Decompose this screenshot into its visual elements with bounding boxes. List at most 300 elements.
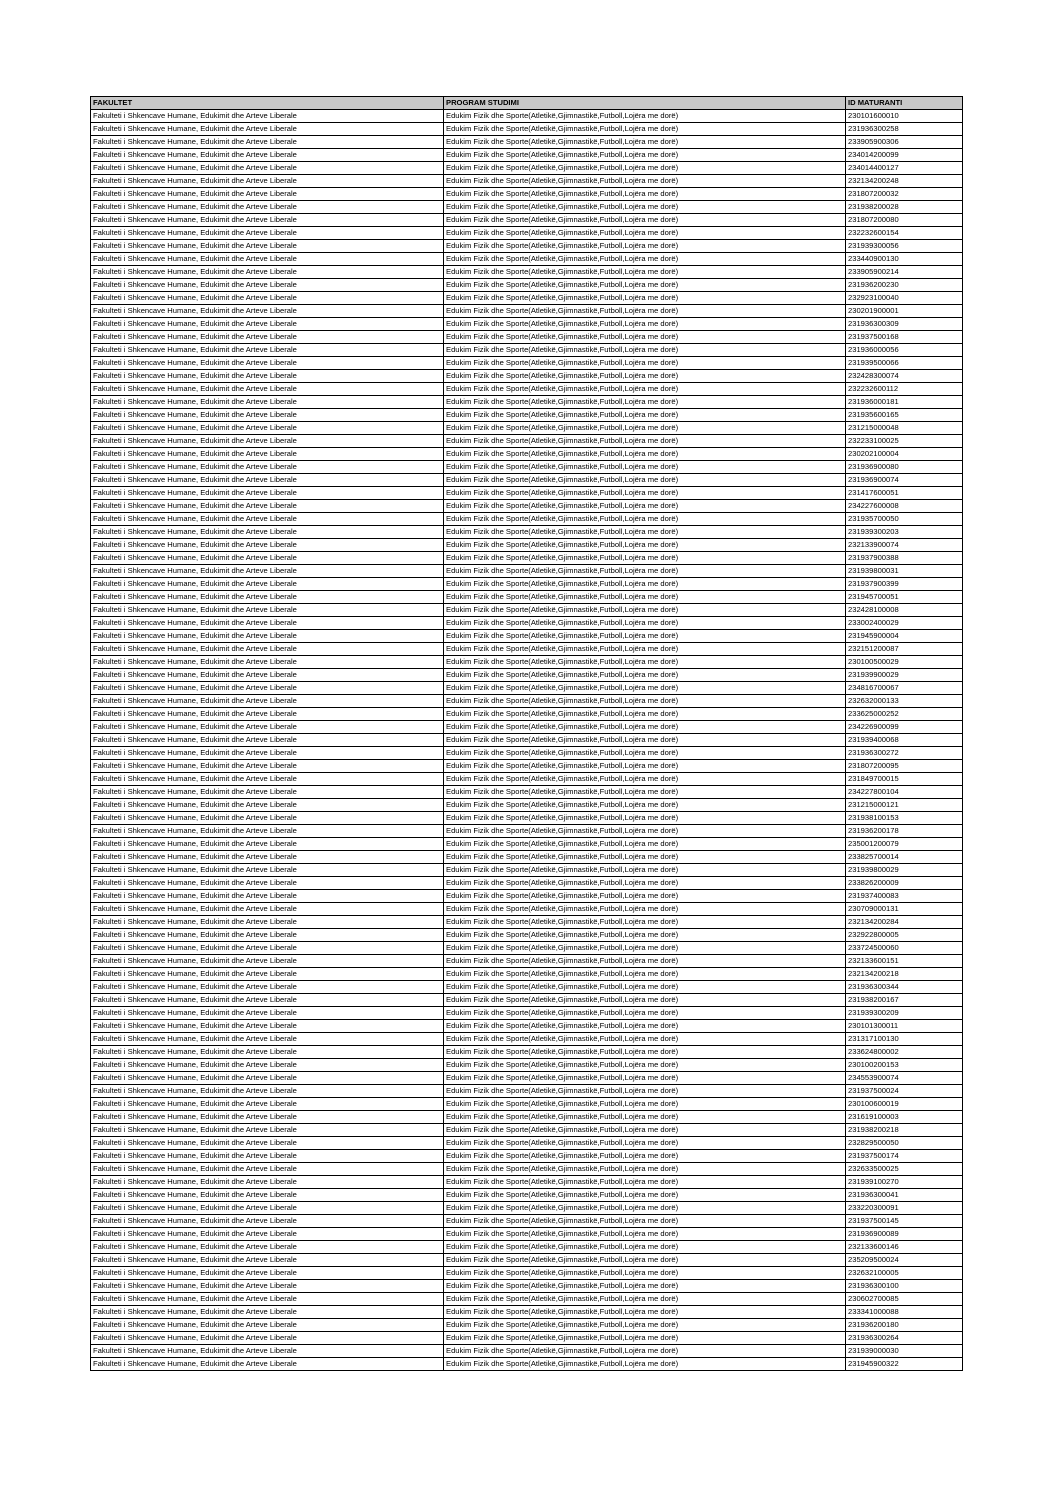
cell-fakultet: Fakulteti i Shkencave Humane, Edukimit dhe Arteve Liberale: [91, 422, 444, 435]
cell-program: Edukim Fizik dhe Sporte(Atletikë,Gjimnastikë,Futboll,Lojëra me dorë): [444, 604, 846, 617]
cell-fakultet: Fakulteti i Shkencave Humane, Edukimit dhe Arteve Liberale: [91, 656, 444, 669]
cell-id: 231936300264: [846, 1332, 963, 1345]
cell-id: 233905900306: [846, 136, 963, 149]
table-row: [91, 1306, 963, 1319]
table-row: [91, 851, 963, 864]
cell-program: Edukim Fizik dhe Sporte(Atletikë,Gjimnastikë,Futboll,Lojëra me dorë): [444, 695, 846, 708]
cell-fakultet: Fakulteti i Shkencave Humane, Edukimit dhe Arteve Liberale: [91, 149, 444, 162]
table-row: [91, 331, 963, 344]
table-row: [91, 643, 963, 656]
cell-id: 231936300041: [846, 1189, 963, 1202]
cell-id: 231936900074: [846, 474, 963, 487]
cell-fakultet: Fakulteti i Shkencave Humane, Edukimit dhe Arteve Liberale: [91, 175, 444, 188]
cell-fakultet: Fakulteti i Shkencave Humane, Edukimit dhe Arteve Liberale: [91, 890, 444, 903]
cell-program: Edukim Fizik dhe Sporte(Atletikë,Gjimnastikë,Futboll,Lojëra me dorë): [444, 318, 846, 331]
cell-program: Edukim Fizik dhe Sporte(Atletikë,Gjimnastikë,Futboll,Lojëra me dorë): [444, 955, 846, 968]
cell-id: 235001200079: [846, 838, 963, 851]
table-row: [91, 1345, 963, 1358]
cell-program: Edukim Fizik dhe Sporte(Atletikë,Gjimnastikë,Futboll,Lojëra me dorë): [444, 1241, 846, 1254]
cell-fakultet: Fakulteti i Shkencave Humane, Edukimit dhe Arteve Liberale: [91, 136, 444, 149]
cell-fakultet: Fakulteti i Shkencave Humane, Edukimit dhe Arteve Liberale: [91, 1007, 444, 1020]
cell-fakultet: Fakulteti i Shkencave Humane, Edukimit dhe Arteve Liberale: [91, 1280, 444, 1293]
cell-program: Edukim Fizik dhe Sporte(Atletikë,Gjimnastikë,Futboll,Lojëra me dorë): [444, 968, 846, 981]
cell-fakultet: Fakulteti i Shkencave Humane, Edukimit dhe Arteve Liberale: [91, 799, 444, 812]
cell-fakultet: Fakulteti i Shkencave Humane, Edukimit dhe Arteve Liberale: [91, 669, 444, 682]
cell-fakultet: Fakulteti i Shkencave Humane, Edukimit dhe Arteve Liberale: [91, 1150, 444, 1163]
cell-program: Edukim Fizik dhe Sporte(Atletikë,Gjimnastikë,Futboll,Lojëra me dorë): [444, 799, 846, 812]
table-row: [91, 526, 963, 539]
cell-program: Edukim Fizik dhe Sporte(Atletikë,Gjimnastikë,Futboll,Lojëra me dorë): [444, 1137, 846, 1150]
cell-id: 231937500174: [846, 1150, 963, 1163]
cell-fakultet: Fakulteti i Shkencave Humane, Edukimit dhe Arteve Liberale: [91, 474, 444, 487]
cell-fakultet: Fakulteti i Shkencave Humane, Edukimit dhe Arteve Liberale: [91, 643, 444, 656]
cell-program: Edukim Fizik dhe Sporte(Atletikë,Gjimnastikë,Futboll,Lojëra me dorë): [444, 1150, 846, 1163]
cell-id: 231937400083: [846, 890, 963, 903]
table-row: [91, 669, 963, 682]
cell-id: 231807200032: [846, 188, 963, 201]
cell-program: Edukim Fizik dhe Sporte(Atletikë,Gjimnastikë,Futboll,Lojëra me dorë): [444, 1033, 846, 1046]
table-row: [91, 838, 963, 851]
cell-id: 232428300074: [846, 370, 963, 383]
cell-fakultet: Fakulteti i Shkencave Humane, Edukimit dhe Arteve Liberale: [91, 565, 444, 578]
cell-id: 230201900001: [846, 305, 963, 318]
cell-program: Edukim Fizik dhe Sporte(Atletikë,Gjimnastikë,Futboll,Lojëra me dorë): [444, 487, 846, 500]
cell-fakultet: Fakulteti i Shkencave Humane, Edukimit dhe Arteve Liberale: [91, 1202, 444, 1215]
table-row: [91, 1176, 963, 1189]
cell-program: Edukim Fizik dhe Sporte(Atletikë,Gjimnastikë,Futboll,Lojëra me dorë): [444, 149, 846, 162]
cell-program: Edukim Fizik dhe Sporte(Atletikë,Gjimnastikë,Futboll,Lojëra me dorë): [444, 240, 846, 253]
table-row: [91, 188, 963, 201]
cell-id: 231317100130: [846, 1033, 963, 1046]
cell-fakultet: Fakulteti i Shkencave Humane, Edukimit dhe Arteve Liberale: [91, 1033, 444, 1046]
table-row: [91, 383, 963, 396]
cell-fakultet: Fakulteti i Shkencave Humane, Edukimit dhe Arteve Liberale: [91, 1215, 444, 1228]
cell-id: 232133900074: [846, 539, 963, 552]
cell-id: 231938100153: [846, 812, 963, 825]
cell-id: 234014200099: [846, 149, 963, 162]
cell-program: Edukim Fizik dhe Sporte(Atletikë,Gjimnastikë,Futboll,Lojëra me dorë): [444, 1306, 846, 1319]
cell-id: 232133600146: [846, 1241, 963, 1254]
table-row: [91, 773, 963, 786]
table-row: [91, 942, 963, 955]
cell-fakultet: Fakulteti i Shkencave Humane, Edukimit dhe Arteve Liberale: [91, 188, 444, 201]
table-row: [91, 240, 963, 253]
cell-program: Edukim Fizik dhe Sporte(Atletikë,Gjimnastikë,Futboll,Lojëra me dorë): [444, 773, 846, 786]
table-row: [91, 123, 963, 136]
cell-program: Edukim Fizik dhe Sporte(Atletikë,Gjimnastikë,Futboll,Lojëra me dorë): [444, 1111, 846, 1124]
cell-fakultet: Fakulteti i Shkencave Humane, Edukimit dhe Arteve Liberale: [91, 877, 444, 890]
cell-program: Edukim Fizik dhe Sporte(Atletikë,Gjimnastikë,Futboll,Lojëra me dorë): [444, 812, 846, 825]
cell-id: 230709000131: [846, 903, 963, 916]
cell-id: 233624800002: [846, 1046, 963, 1059]
cell-fakultet: Fakulteti i Shkencave Humane, Edukimit dhe Arteve Liberale: [91, 1267, 444, 1280]
cell-program: Edukim Fizik dhe Sporte(Atletikë,Gjimnastikë,Futboll,Lojëra me dorë): [444, 1176, 846, 1189]
cell-program: Edukim Fizik dhe Sporte(Atletikë,Gjimnastikë,Futboll,Lojëra me dorë): [444, 383, 846, 396]
cell-fakultet: Fakulteti i Shkencave Humane, Edukimit dhe Arteve Liberale: [91, 812, 444, 825]
table-row: [91, 903, 963, 916]
cell-program: Edukim Fizik dhe Sporte(Atletikë,Gjimnastikë,Futboll,Lojëra me dorë): [444, 526, 846, 539]
cell-program: Edukim Fizik dhe Sporte(Atletikë,Gjimnastikë,Futboll,Lojëra me dorë): [444, 760, 846, 773]
cell-id: 232151200087: [846, 643, 963, 656]
table-row: [91, 630, 963, 643]
cell-program: Edukim Fizik dhe Sporte(Atletikë,Gjimnastikë,Futboll,Lojëra me dorë): [444, 1267, 846, 1280]
cell-id: 231937900399: [846, 578, 963, 591]
cell-program: Edukim Fizik dhe Sporte(Atletikë,Gjimnastikë,Futboll,Lojëra me dorë): [444, 1319, 846, 1332]
cell-program: Edukim Fizik dhe Sporte(Atletikë,Gjimnastikë,Futboll,Lojëra me dorë): [444, 357, 846, 370]
table-row: [91, 1202, 963, 1215]
cell-program: Edukim Fizik dhe Sporte(Atletikë,Gjimnastikë,Futboll,Lojëra me dorë): [444, 123, 846, 136]
cell-program: Edukim Fizik dhe Sporte(Atletikë,Gjimnastikë,Futboll,Lojëra me dorë): [444, 994, 846, 1007]
cell-fakultet: Fakulteti i Shkencave Humane, Edukimit dhe Arteve Liberale: [91, 682, 444, 695]
table-row: [91, 1332, 963, 1345]
cell-program: Edukim Fizik dhe Sporte(Atletikë,Gjimnastikë,Futboll,Lojëra me dorë): [444, 734, 846, 747]
cell-id: 230100600019: [846, 1098, 963, 1111]
cell-program: Edukim Fizik dhe Sporte(Atletikë,Gjimnastikë,Futboll,Lojëra me dorë): [444, 1228, 846, 1241]
table-row: [91, 305, 963, 318]
cell-fakultet: Fakulteti i Shkencave Humane, Edukimit dhe Arteve Liberale: [91, 1228, 444, 1241]
cell-id: 231935600165: [846, 409, 963, 422]
cell-program: Edukim Fizik dhe Sporte(Atletikë,Gjimnastikë,Futboll,Lojëra me dorë): [444, 1020, 846, 1033]
cell-id: 231939400068: [846, 734, 963, 747]
table-row: [91, 435, 963, 448]
table-row: [91, 539, 963, 552]
cell-program: Edukim Fizik dhe Sporte(Atletikë,Gjimnastikë,Futboll,Lojëra me dorë): [444, 448, 846, 461]
cell-fakultet: Fakulteti i Shkencave Humane, Edukimit dhe Arteve Liberale: [91, 1163, 444, 1176]
cell-id: 232133600151: [846, 955, 963, 968]
cell-program: Edukim Fizik dhe Sporte(Atletikë,Gjimnastikë,Futboll,Lojëra me dorë): [444, 188, 846, 201]
cell-id: 231939300209: [846, 1007, 963, 1020]
table-row: [91, 929, 963, 942]
cell-program: Edukim Fizik dhe Sporte(Atletikë,Gjimnastikë,Futboll,Lojëra me dorë): [444, 279, 846, 292]
cell-id: 231939000030: [846, 1345, 963, 1358]
cell-id: 233825700014: [846, 851, 963, 864]
table-row: [91, 1111, 963, 1124]
cell-fakultet: Fakulteti i Shkencave Humane, Edukimit dhe Arteve Liberale: [91, 968, 444, 981]
cell-fakultet: Fakulteti i Shkencave Humane, Edukimit dhe Arteve Liberale: [91, 500, 444, 513]
table-row: [91, 1046, 963, 1059]
cell-fakultet: Fakulteti i Shkencave Humane, Edukimit dhe Arteve Liberale: [91, 526, 444, 539]
table-row: [91, 695, 963, 708]
table-row: [91, 396, 963, 409]
cell-fakultet: Fakulteti i Shkencave Humane, Edukimit dhe Arteve Liberale: [91, 383, 444, 396]
cell-fakultet: Fakulteti i Shkencave Humane, Edukimit dhe Arteve Liberale: [91, 123, 444, 136]
table-row: [91, 227, 963, 240]
table-row: [91, 1358, 963, 1371]
table-row: [91, 968, 963, 981]
cell-id: 233341000088: [846, 1306, 963, 1319]
table-row: [91, 786, 963, 799]
cell-fakultet: Fakulteti i Shkencave Humane, Edukimit dhe Arteve Liberale: [91, 591, 444, 604]
cell-id: 232428100008: [846, 604, 963, 617]
cell-fakultet: Fakulteti i Shkencave Humane, Edukimit dhe Arteve Liberale: [91, 331, 444, 344]
cell-id: 231936300100: [846, 1280, 963, 1293]
table-row: [91, 1124, 963, 1137]
table-row: [91, 1319, 963, 1332]
table-row: [91, 734, 963, 747]
cell-fakultet: Fakulteti i Shkencave Humane, Edukimit dhe Arteve Liberale: [91, 162, 444, 175]
cell-fakultet: Fakulteti i Shkencave Humane, Edukimit dhe Arteve Liberale: [91, 266, 444, 279]
table-row: [91, 370, 963, 383]
cell-fakultet: Fakulteti i Shkencave Humane, Edukimit dhe Arteve Liberale: [91, 1358, 444, 1371]
cell-program: Edukim Fizik dhe Sporte(Atletikë,Gjimnastikë,Futboll,Lojëra me dorë): [444, 1332, 846, 1345]
cell-fakultet: Fakulteti i Shkencave Humane, Edukimit dhe Arteve Liberale: [91, 721, 444, 734]
cell-id: 231945900322: [846, 1358, 963, 1371]
table-body: [91, 110, 963, 1371]
cell-program: Edukim Fizik dhe Sporte(Atletikë,Gjimnastikë,Futboll,Lojëra me dorë): [444, 396, 846, 409]
cell-id: 231936200230: [846, 279, 963, 292]
cell-fakultet: Fakulteti i Shkencave Humane, Edukimit dhe Arteve Liberale: [91, 292, 444, 305]
cell-id: 233220300091: [846, 1202, 963, 1215]
table-row: [91, 981, 963, 994]
table-row: [91, 162, 963, 175]
cell-program: Edukim Fizik dhe Sporte(Atletikë,Gjimnastikë,Futboll,Lojëra me dorë): [444, 409, 846, 422]
cell-fakultet: Fakulteti i Shkencave Humane, Edukimit dhe Arteve Liberale: [91, 617, 444, 630]
cell-id: 231945900004: [846, 630, 963, 643]
cell-id: 231937900388: [846, 552, 963, 565]
cell-program: Edukim Fizik dhe Sporte(Atletikë,Gjimnastikë,Futboll,Lojëra me dorë): [444, 1293, 846, 1306]
table-row: [91, 799, 963, 812]
cell-fakultet: Fakulteti i Shkencave Humane, Edukimit dhe Arteve Liberale: [91, 1072, 444, 1085]
cell-program: Edukim Fizik dhe Sporte(Atletikë,Gjimnastikë,Futboll,Lojëra me dorë): [444, 942, 846, 955]
cell-id: 230101600010: [846, 110, 963, 123]
cell-id: 231936900080: [846, 461, 963, 474]
table-row: [91, 318, 963, 331]
cell-id: 231937500024: [846, 1085, 963, 1098]
cell-id: 234014400127: [846, 162, 963, 175]
table-row: [91, 474, 963, 487]
table-row: [91, 656, 963, 669]
cell-program: Edukim Fizik dhe Sporte(Atletikë,Gjimnastikë,Futboll,Lojëra me dorë): [444, 344, 846, 357]
table-row: [91, 409, 963, 422]
cell-fakultet: Fakulteti i Shkencave Humane, Edukimit dhe Arteve Liberale: [91, 955, 444, 968]
cell-program: Edukim Fizik dhe Sporte(Atletikë,Gjimnastikë,Futboll,Lojëra me dorë): [444, 656, 846, 669]
cell-id: 231937500168: [846, 331, 963, 344]
table-row: [91, 747, 963, 760]
cell-fakultet: Fakulteti i Shkencave Humane, Edukimit dhe Arteve Liberale: [91, 370, 444, 383]
cell-fakultet: Fakulteti i Shkencave Humane, Edukimit dhe Arteve Liberale: [91, 1124, 444, 1137]
cell-id: 231939300056: [846, 240, 963, 253]
cell-fakultet: Fakulteti i Shkencave Humane, Edukimit dhe Arteve Liberale: [91, 253, 444, 266]
cell-id: 233724500060: [846, 942, 963, 955]
table-row: [91, 1098, 963, 1111]
table-row: [91, 812, 963, 825]
cell-program: Edukim Fizik dhe Sporte(Atletikë,Gjimnastikë,Futboll,Lojëra me dorë): [444, 721, 846, 734]
table-row: [91, 1189, 963, 1202]
cell-program: Edukim Fizik dhe Sporte(Atletikë,Gjimnastikë,Futboll,Lojëra me dorë): [444, 1215, 846, 1228]
cell-id: 231938200218: [846, 1124, 963, 1137]
cell-program: Edukim Fizik dhe Sporte(Atletikë,Gjimnastikë,Futboll,Lojëra me dorë): [444, 201, 846, 214]
cell-program: Edukim Fizik dhe Sporte(Atletikë,Gjimnastikë,Futboll,Lojëra me dorë): [444, 253, 846, 266]
table-row: [91, 422, 963, 435]
cell-fakultet: Fakulteti i Shkencave Humane, Edukimit dhe Arteve Liberale: [91, 435, 444, 448]
table-row: [91, 253, 963, 266]
table-row: [91, 994, 963, 1007]
table-row: [91, 201, 963, 214]
cell-fakultet: Fakulteti i Shkencave Humane, Edukimit dhe Arteve Liberale: [91, 760, 444, 773]
cell-fakultet: Fakulteti i Shkencave Humane, Edukimit dhe Arteve Liberale: [91, 1085, 444, 1098]
cell-program: Edukim Fizik dhe Sporte(Atletikë,Gjimnastikë,Futboll,Lojëra me dorë): [444, 500, 846, 513]
table-row: [91, 1215, 963, 1228]
table-row: [91, 357, 963, 370]
table-row: [91, 266, 963, 279]
cell-program: Edukim Fizik dhe Sporte(Atletikë,Gjimnastikë,Futboll,Lojëra me dorë): [444, 422, 846, 435]
cell-program: Edukim Fizik dhe Sporte(Atletikë,Gjimnastikë,Futboll,Lojëra me dorë): [444, 864, 846, 877]
cell-program: Edukim Fizik dhe Sporte(Atletikë,Gjimnastikë,Futboll,Lojëra me dorë): [444, 643, 846, 656]
cell-id: 235209500024: [846, 1254, 963, 1267]
cell-program: Edukim Fizik dhe Sporte(Atletikë,Gjimnastikë,Futboll,Lojëra me dorë): [444, 136, 846, 149]
table-row: [91, 877, 963, 890]
cell-id: 233625000252: [846, 708, 963, 721]
cell-id: 232632000133: [846, 695, 963, 708]
cell-program: Edukim Fizik dhe Sporte(Atletikë,Gjimnastikë,Futboll,Lojëra me dorë): [444, 1124, 846, 1137]
table-row: [91, 513, 963, 526]
cell-id: 231935700050: [846, 513, 963, 526]
cell-fakultet: Fakulteti i Shkencave Humane, Edukimit dhe Arteve Liberale: [91, 110, 444, 123]
table-row: [91, 461, 963, 474]
cell-fakultet: Fakulteti i Shkencave Humane, Edukimit dhe Arteve Liberale: [91, 1306, 444, 1319]
cell-id: 231215000048: [846, 422, 963, 435]
cell-id: 234227600008: [846, 500, 963, 513]
table-row: [91, 292, 963, 305]
header-id: ID MATURANTI: [846, 97, 963, 110]
cell-id: 231937500145: [846, 1215, 963, 1228]
table-row: [91, 136, 963, 149]
cell-program: Edukim Fizik dhe Sporte(Atletikë,Gjimnastikë,Futboll,Lojëra me dorë): [444, 825, 846, 838]
table-row: [91, 1280, 963, 1293]
table-row: [91, 1137, 963, 1150]
cell-fakultet: Fakulteti i Shkencave Humane, Edukimit dhe Arteve Liberale: [91, 864, 444, 877]
cell-fakultet: Fakulteti i Shkencave Humane, Edukimit dhe Arteve Liberale: [91, 461, 444, 474]
table-row: [91, 721, 963, 734]
table-row: [91, 890, 963, 903]
cell-fakultet: Fakulteti i Shkencave Humane, Edukimit dhe Arteve Liberale: [91, 942, 444, 955]
cell-program: Edukim Fizik dhe Sporte(Atletikë,Gjimnastikë,Futboll,Lojëra me dorë): [444, 513, 846, 526]
cell-program: Edukim Fizik dhe Sporte(Atletikë,Gjimnastikë,Futboll,Lojëra me dorë): [444, 981, 846, 994]
cell-id: 231936300309: [846, 318, 963, 331]
cell-fakultet: Fakulteti i Shkencave Humane, Edukimit dhe Arteve Liberale: [91, 487, 444, 500]
cell-fakultet: Fakulteti i Shkencave Humane, Edukimit dhe Arteve Liberale: [91, 357, 444, 370]
cell-program: Edukim Fizik dhe Sporte(Atletikë,Gjimnastikë,Futboll,Lojëra me dorë): [444, 1254, 846, 1267]
table-row: [91, 1085, 963, 1098]
cell-program: Edukim Fizik dhe Sporte(Atletikë,Gjimnastikë,Futboll,Lojëra me dorë): [444, 435, 846, 448]
cell-fakultet: Fakulteti i Shkencave Humane, Edukimit dhe Arteve Liberale: [91, 305, 444, 318]
cell-fakultet: Fakulteti i Shkencave Humane, Edukimit dhe Arteve Liberale: [91, 747, 444, 760]
cell-program: Edukim Fizik dhe Sporte(Atletikë,Gjimnastikë,Futboll,Lojëra me dorë): [444, 1202, 846, 1215]
cell-id: 231938200167: [846, 994, 963, 1007]
cell-fakultet: Fakulteti i Shkencave Humane, Edukimit dhe Arteve Liberale: [91, 1332, 444, 1345]
table-row: [91, 760, 963, 773]
cell-program: Edukim Fizik dhe Sporte(Atletikë,Gjimnastikë,Futboll,Lojëra me dorë): [444, 591, 846, 604]
cell-id: 231945700051: [846, 591, 963, 604]
cell-id: 230202100004: [846, 448, 963, 461]
cell-program: Edukim Fizik dhe Sporte(Atletikë,Gjimnastikë,Futboll,Lojëra me dorë): [444, 110, 846, 123]
cell-fakultet: Fakulteti i Shkencave Humane, Edukimit dhe Arteve Liberale: [91, 318, 444, 331]
cell-id: 231936300344: [846, 981, 963, 994]
cell-fakultet: Fakulteti i Shkencave Humane, Edukimit dhe Arteve Liberale: [91, 708, 444, 721]
cell-fakultet: Fakulteti i Shkencave Humane, Edukimit dhe Arteve Liberale: [91, 734, 444, 747]
table-row: [91, 1020, 963, 1033]
cell-fakultet: Fakulteti i Shkencave Humane, Edukimit dhe Arteve Liberale: [91, 240, 444, 253]
cell-id: 231936900089: [846, 1228, 963, 1241]
cell-program: Edukim Fizik dhe Sporte(Atletikë,Gjimnastikë,Futboll,Lojëra me dorë): [444, 1280, 846, 1293]
cell-id: 233440900130: [846, 253, 963, 266]
cell-id: 231939800029: [846, 864, 963, 877]
cell-id: 234227800104: [846, 786, 963, 799]
cell-fakultet: Fakulteti i Shkencave Humane, Edukimit dhe Arteve Liberale: [91, 448, 444, 461]
table-row: [91, 1228, 963, 1241]
cell-program: Edukim Fizik dhe Sporte(Atletikë,Gjimnastikë,Futboll,Lojëra me dorë): [444, 682, 846, 695]
header-fakultet: FAKULTET: [91, 97, 444, 110]
table-row: [91, 1150, 963, 1163]
cell-id: 231215000121: [846, 799, 963, 812]
cell-id: 231936300258: [846, 123, 963, 136]
cell-fakultet: Fakulteti i Shkencave Humane, Edukimit dhe Arteve Liberale: [91, 695, 444, 708]
cell-program: Edukim Fizik dhe Sporte(Atletikë,Gjimnastikë,Futboll,Lojëra me dorë): [444, 552, 846, 565]
cell-program: Edukim Fizik dhe Sporte(Atletikë,Gjimnastikë,Futboll,Lojëra me dorë): [444, 539, 846, 552]
cell-program: Edukim Fizik dhe Sporte(Atletikë,Gjimnastikë,Futboll,Lojëra me dorë): [444, 292, 846, 305]
table-row: [91, 916, 963, 929]
cell-program: Edukim Fizik dhe Sporte(Atletikë,Gjimnastikë,Futboll,Lojëra me dorë): [444, 1163, 846, 1176]
table-row: [91, 708, 963, 721]
cell-program: Edukim Fizik dhe Sporte(Atletikë,Gjimnastikë,Futboll,Lojëra me dorë): [444, 1007, 846, 1020]
cell-fakultet: Fakulteti i Shkencave Humane, Edukimit dhe Arteve Liberale: [91, 1020, 444, 1033]
cell-id: 231936200178: [846, 825, 963, 838]
cell-id: 232233100025: [846, 435, 963, 448]
cell-id: 231849700015: [846, 773, 963, 786]
table-row: [91, 1072, 963, 1085]
cell-program: Edukim Fizik dhe Sporte(Atletikë,Gjimnastikë,Futboll,Lojëra me dorë): [444, 747, 846, 760]
cell-program: Edukim Fizik dhe Sporte(Atletikë,Gjimnastikë,Futboll,Lojëra me dorë): [444, 786, 846, 799]
table-row: [91, 591, 963, 604]
cell-program: Edukim Fizik dhe Sporte(Atletikë,Gjimnastikë,Futboll,Lojëra me dorë): [444, 708, 846, 721]
cell-id: 232829500050: [846, 1137, 963, 1150]
table-row: [91, 1059, 963, 1072]
cell-program: Edukim Fizik dhe Sporte(Atletikë,Gjimnastikë,Futboll,Lojëra me dorë): [444, 370, 846, 383]
cell-program: Edukim Fizik dhe Sporte(Atletikë,Gjimnastikë,Futboll,Lojëra me dorë): [444, 565, 846, 578]
table-row: [91, 565, 963, 578]
cell-program: Edukim Fizik dhe Sporte(Atletikë,Gjimnastikë,Futboll,Lojëra me dorë): [444, 474, 846, 487]
cell-id: 231938200028: [846, 201, 963, 214]
table-row: [91, 487, 963, 500]
cell-id: 233826200009: [846, 877, 963, 890]
cell-id: 232134200284: [846, 916, 963, 929]
cell-fakultet: Fakulteti i Shkencave Humane, Edukimit dhe Arteve Liberale: [91, 786, 444, 799]
cell-program: Edukim Fizik dhe Sporte(Atletikë,Gjimnastikë,Futboll,Lojëra me dorë): [444, 461, 846, 474]
cell-fakultet: Fakulteti i Shkencave Humane, Edukimit dhe Arteve Liberale: [91, 1293, 444, 1306]
cell-program: Edukim Fizik dhe Sporte(Atletikë,Gjimnastikë,Futboll,Lojëra me dorë): [444, 578, 846, 591]
cell-program: Edukim Fizik dhe Sporte(Atletikë,Gjimnastikë,Futboll,Lojëra me dorë): [444, 1345, 846, 1358]
cell-program: Edukim Fizik dhe Sporte(Atletikë,Gjimnastikë,Futboll,Lojëra me dorë): [444, 929, 846, 942]
table-row: [91, 1267, 963, 1280]
cell-fakultet: Fakulteti i Shkencave Humane, Edukimit dhe Arteve Liberale: [91, 513, 444, 526]
table-header-row: [91, 97, 963, 110]
cell-program: Edukim Fizik dhe Sporte(Atletikë,Gjimnastikë,Futboll,Lojëra me dorë): [444, 227, 846, 240]
cell-program: Edukim Fizik dhe Sporte(Atletikë,Gjimnastikë,Futboll,Lojëra me dorë): [444, 175, 846, 188]
table-row: [91, 825, 963, 838]
cell-fakultet: Fakulteti i Shkencave Humane, Edukimit dhe Arteve Liberale: [91, 396, 444, 409]
cell-fakultet: Fakulteti i Shkencave Humane, Edukimit dhe Arteve Liberale: [91, 825, 444, 838]
cell-program: Edukim Fizik dhe Sporte(Atletikë,Gjimnastikë,Futboll,Lojëra me dorë): [444, 1189, 846, 1202]
cell-program: Edukim Fizik dhe Sporte(Atletikë,Gjimnastikë,Futboll,Lojëra me dorë): [444, 838, 846, 851]
cell-fakultet: Fakulteti i Shkencave Humane, Edukimit dhe Arteve Liberale: [91, 552, 444, 565]
cell-id: 231939500066: [846, 357, 963, 370]
table-row: [91, 1254, 963, 1267]
cell-id: 232134200248: [846, 175, 963, 188]
cell-id: 230100200153: [846, 1059, 963, 1072]
cell-id: 231939800031: [846, 565, 963, 578]
cell-fakultet: Fakulteti i Shkencave Humane, Edukimit dhe Arteve Liberale: [91, 344, 444, 357]
cell-program: Edukim Fizik dhe Sporte(Atletikë,Gjimnastikë,Futboll,Lojëra me dorë): [444, 617, 846, 630]
